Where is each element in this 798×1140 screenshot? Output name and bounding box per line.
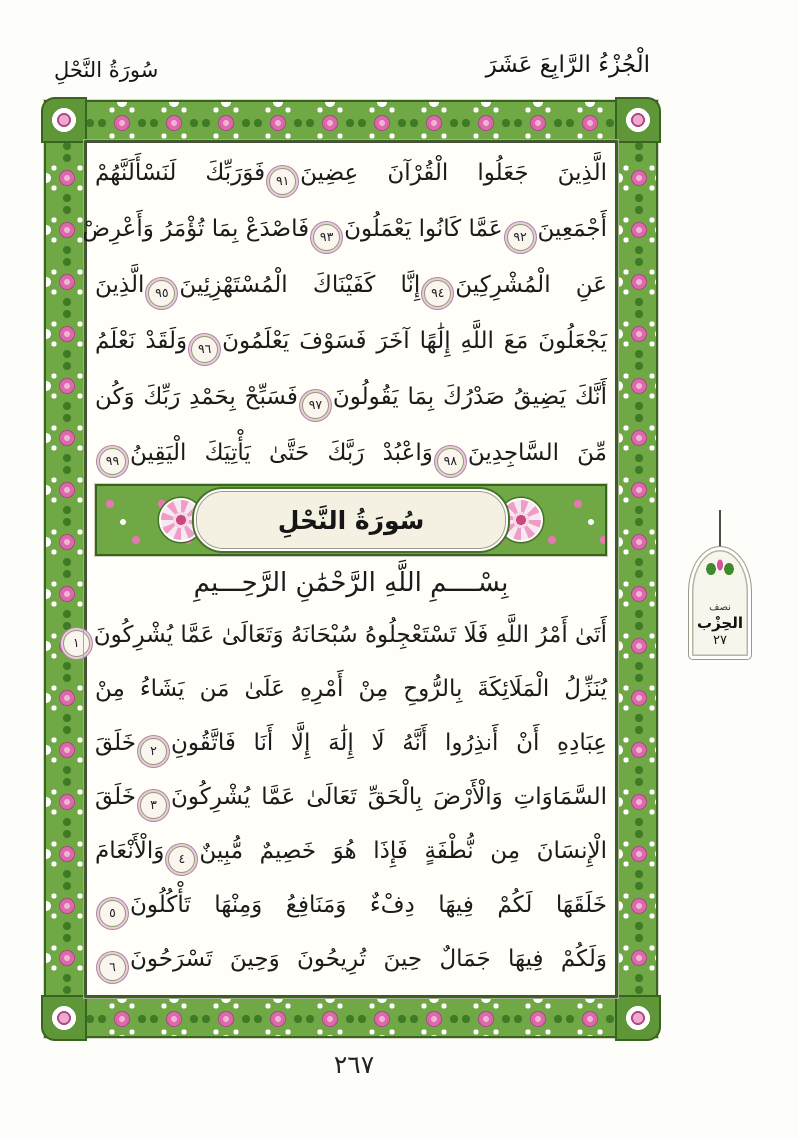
- ayah-number-medallion: ٩٨: [437, 448, 464, 475]
- ayah-number-medallion: ٩٢: [507, 224, 534, 251]
- surah-name-header: سُورَةُ النَّحْلِ: [54, 58, 159, 82]
- ayah-number-medallion: ٤: [168, 846, 195, 873]
- verse-text: السَّمَاوَاتِ وَالْأَرْضَ بِالْحَقِّ تَعَالَىٰ عَمَّا يُشْرِكُونَ: [171, 784, 607, 810]
- verse-text: الْإِنسَانَ مِن نُّطْفَةٍ فَإِذَا هُوَ خَصِيمٌ مُّبِينٌ: [199, 838, 607, 864]
- ayah-number-medallion: ٩٦: [191, 336, 218, 363]
- quran-line: [95, 932, 607, 986]
- verse-text: الَّذِينَ: [95, 272, 145, 298]
- ayah-number-medallion: ٩٤: [424, 280, 451, 307]
- quran-line: [95, 662, 607, 716]
- ayah-number-medallion: ٢: [140, 738, 167, 765]
- verse-text: وَاعْبُدْ رَبَّكَ حَتَّىٰ يَأْتِيَكَ الْيَقِينُ: [130, 440, 433, 466]
- quran-line: [95, 770, 607, 824]
- verse-text: وَلَقَدْ نَعْلَمُ: [95, 328, 188, 354]
- quran-line: [95, 878, 607, 932]
- quran-line: [95, 145, 607, 201]
- border-corner-top-left: [41, 97, 87, 143]
- ayah-number-medallion: ٣: [140, 792, 167, 819]
- ayah-number-medallion: ٩٩: [99, 448, 126, 475]
- border-band-top: [44, 100, 658, 142]
- verse-text: أَنَّكَ يَضِيقُ صَدْرُكَ بِمَا يَقُولُونَ: [332, 384, 607, 410]
- quran-line: [95, 824, 607, 878]
- juz-header: الْجُزْءُ الرَّابِعَ عَشَرَ: [485, 52, 650, 78]
- verse-text: فَسَبِّحْ بِحَمْدِ رَبِّكَ وَكُن: [95, 384, 298, 410]
- verse-text: يَجْعَلُونَ مَعَ اللَّهِ إِلَٰهًا آخَرَ فَسَوْفَ يَعْلَمُونَ: [222, 328, 607, 354]
- bismillah: بِسْــــمِ اللَّهِ الرَّحْمَٰنِ الرَّحِـــيمِ: [193, 568, 509, 598]
- verse-text: مِّنَ السَّاجِدِينَ: [467, 440, 608, 466]
- surah-title-banner: [95, 484, 607, 556]
- quran-line: [82, 201, 607, 257]
- verse-text: يُنَزِّلُ الْمَلَائِكَةَ بِالرُّوحِ مِنْ أَمْرِهِ عَلَىٰ مَن يَشَاءُ مِنْ: [95, 676, 607, 702]
- border-corner-top-right: [615, 97, 661, 143]
- surah-title-cartouche: [194, 489, 508, 551]
- verse-text: خَلَقَ: [95, 784, 137, 810]
- ayah-number-medallion: ٦: [99, 954, 126, 981]
- ayah-number-medallion: ٩٧: [302, 392, 329, 419]
- quran-line: [95, 425, 607, 481]
- quran-line: [95, 716, 607, 770]
- surah-an-nahl-verses: [72, 608, 607, 986]
- ayah-number-medallion: ٩١: [269, 168, 296, 195]
- ayah-number-medallion: ٩٥: [148, 280, 175, 307]
- verse-text: أَتَىٰ أَمْرُ اللَّهِ فَلَا تَسْتَعْجِلُوهُ سُبْحَانَهُ وَتَعَالَىٰ عَمَّا يُشْرِكُونَ: [93, 622, 607, 648]
- verse-text: عِبَادِهِ أَنْ أَنذِرُوا أَنَّهُ لَا إِلَٰهَ إِلَّا أَنَا فَاتَّقُونِ: [171, 730, 607, 756]
- ayah-number-medallion: ٩٣: [313, 224, 340, 251]
- quran-line: [95, 257, 607, 313]
- quran-line: [72, 608, 607, 662]
- hizb-marker-number: ٢٧: [713, 633, 727, 648]
- quran-line: [95, 313, 607, 369]
- ayah-number-medallion: ١: [63, 630, 90, 657]
- hizb-finial-flower-icon: [705, 553, 735, 579]
- verse-text: خَلَقَ: [95, 730, 137, 756]
- verse-text: فَاصْدَعْ بِمَا تُؤْمَرُ وَأَعْرِضْ: [82, 216, 310, 242]
- border-corner-bottom-right: [615, 995, 661, 1041]
- page-number: ٢٦٧: [333, 1050, 375, 1079]
- hizb-marker: [688, 546, 752, 660]
- verse-text: وَلَكُمْ فِيهَا جَمَالٌ حِينَ تُرِيحُونَ وَحِينَ تَسْرَحُونَ: [130, 946, 607, 972]
- verse-text: إِنَّا كَفَيْنَاكَ الْمُسْتَهْزِئِينَ: [179, 272, 421, 298]
- hizb-marker-word: نصف: [709, 602, 731, 613]
- verse-text: فَوَرَبِّكَ لَنَسْأَلَنَّهُمْ: [95, 160, 266, 186]
- border-corner-bottom-left: [41, 995, 87, 1041]
- verse-text: عَمَّا كَانُوا يَعْمَلُونَ: [344, 216, 503, 242]
- quran-line: [95, 369, 607, 425]
- surah-al-hijr-verses: [82, 145, 608, 481]
- verse-text: عَنِ الْمُشْرِكِينَ: [455, 272, 607, 298]
- border-band-bottom: [44, 996, 658, 1038]
- hizb-marker-stem: [719, 510, 721, 548]
- border-band-left: [44, 100, 86, 1038]
- verse-text: الَّذِينَ جَعَلُوا الْقُرْآنَ عِضِينَ: [300, 160, 607, 186]
- verse-text: وَالْأَنْعَامَ: [95, 838, 165, 864]
- text-panel: [72, 142, 616, 996]
- ayah-number-medallion: ٥: [99, 900, 126, 927]
- verse-text: أَجْمَعِينَ: [537, 216, 607, 242]
- hizb-marker-word: الحِزْب: [697, 614, 743, 632]
- surah-title: سُورَةُ النَّحْلِ: [277, 505, 425, 535]
- decorative-frame: [44, 100, 658, 1038]
- verse-text: خَلَقَهَا لَكُمْ فِيهَا دِفْءٌ وَمَنَافِعُ وَمِنْهَا تَأْكُلُونَ: [130, 892, 607, 918]
- border-band-right: [616, 100, 658, 1038]
